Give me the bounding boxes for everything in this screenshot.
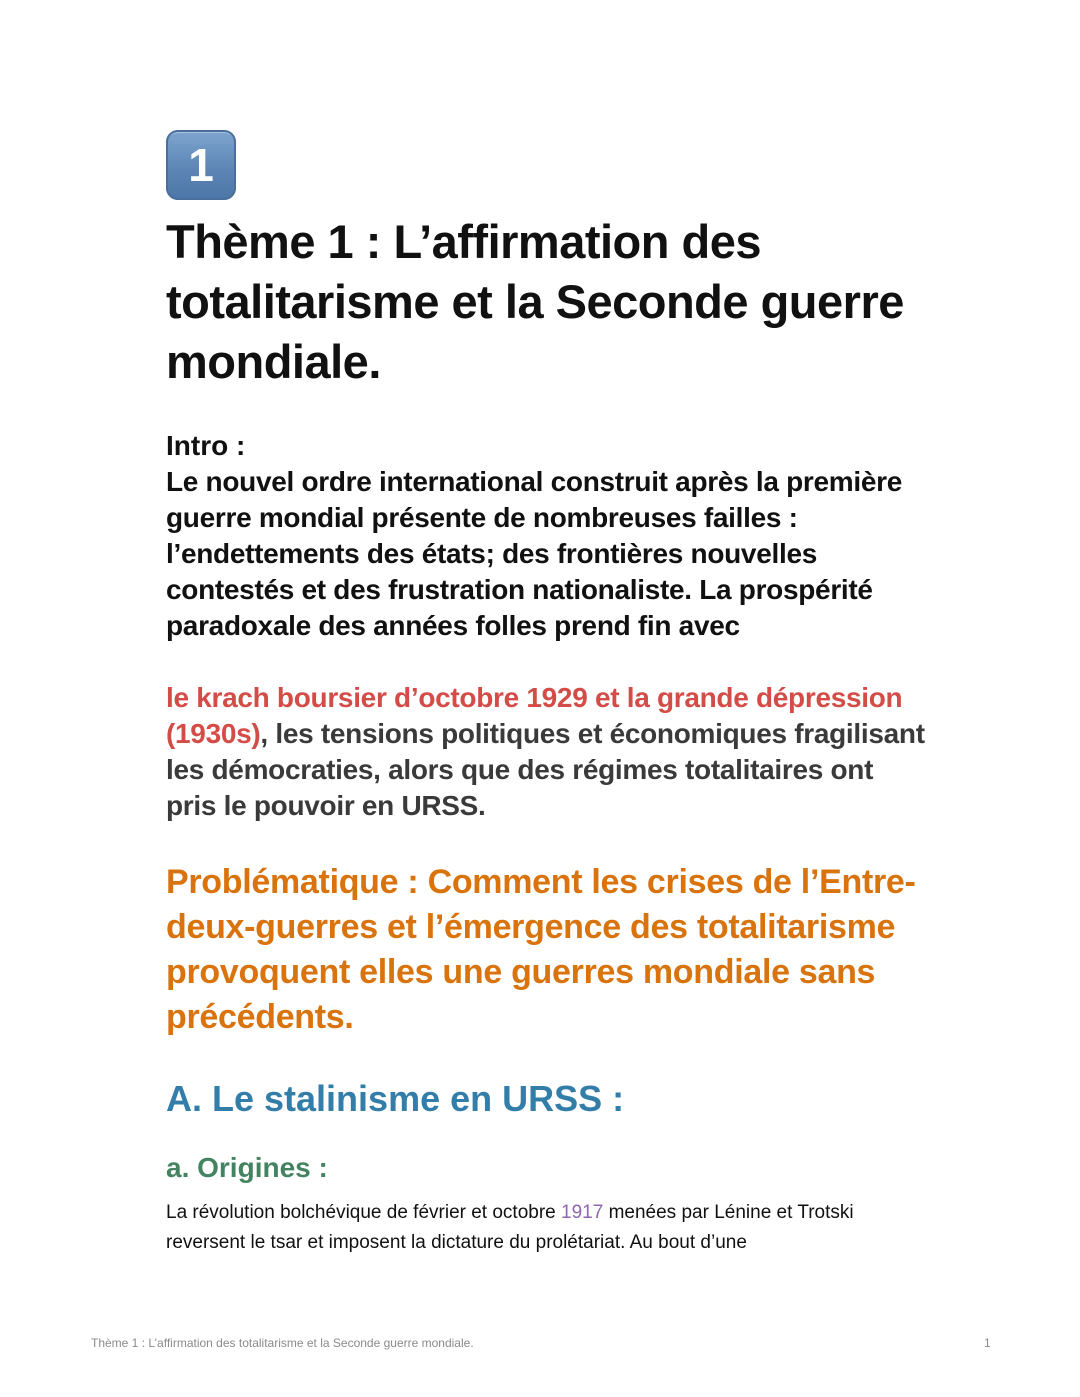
footer-title: Thème 1 : L’affirmation des totalitarisme et la Seconde guerre mondiale. — [91, 1336, 474, 1350]
intro-text: Le nouvel ordre international construit après la première guerre mondial présente de nombreuses failles : l’endettements des états; des frontières nouvelles contestés et des frustration nationaliste. La prospérité paradoxale des années folles prend fin avec — [166, 466, 902, 641]
intro-tail-text: , les tensions politiques et économiques fragilisant les démocraties, alors que des régimes totalitaires ont pris le pouvoir en URSS. — [166, 718, 925, 821]
page-number: 1 — [984, 1336, 991, 1350]
paragraph-text-start: La révolution bolchévique de février et octobre — [166, 1202, 562, 1223]
section-a-paragraph — [166, 1198, 906, 1258]
intro-highlight: le krach boursier d’octobre 1929 et la grande dépression (1930s) — [166, 682, 903, 749]
section-a-subheading: a. Origines : — [166, 1152, 328, 1183]
problematique: Problématique : Comment les crises de l’Entre-deux-guerres et l’émergence des totalitarisme provoquent elles une guerres mondiale sans précédents. — [166, 863, 916, 1036]
intro-label: Intro : — [166, 430, 246, 461]
keycap-one-icon — [166, 130, 236, 200]
year-highlight: 1917 — [561, 1202, 604, 1223]
page-title: Thème 1 : L’affirmation des totalitarisme et la Seconde guerre mondiale. — [166, 215, 904, 388]
section-a-heading: A. Le stalinisme en URSS : — [166, 1078, 625, 1119]
intro-continuation — [166, 680, 926, 824]
paragraph-text-end: menées par Lénine et Trotski reversent le tsar et imposent la dictature du prolétariat. Au bout d’une — [166, 1202, 854, 1253]
badge-number: 1 — [188, 139, 214, 191]
